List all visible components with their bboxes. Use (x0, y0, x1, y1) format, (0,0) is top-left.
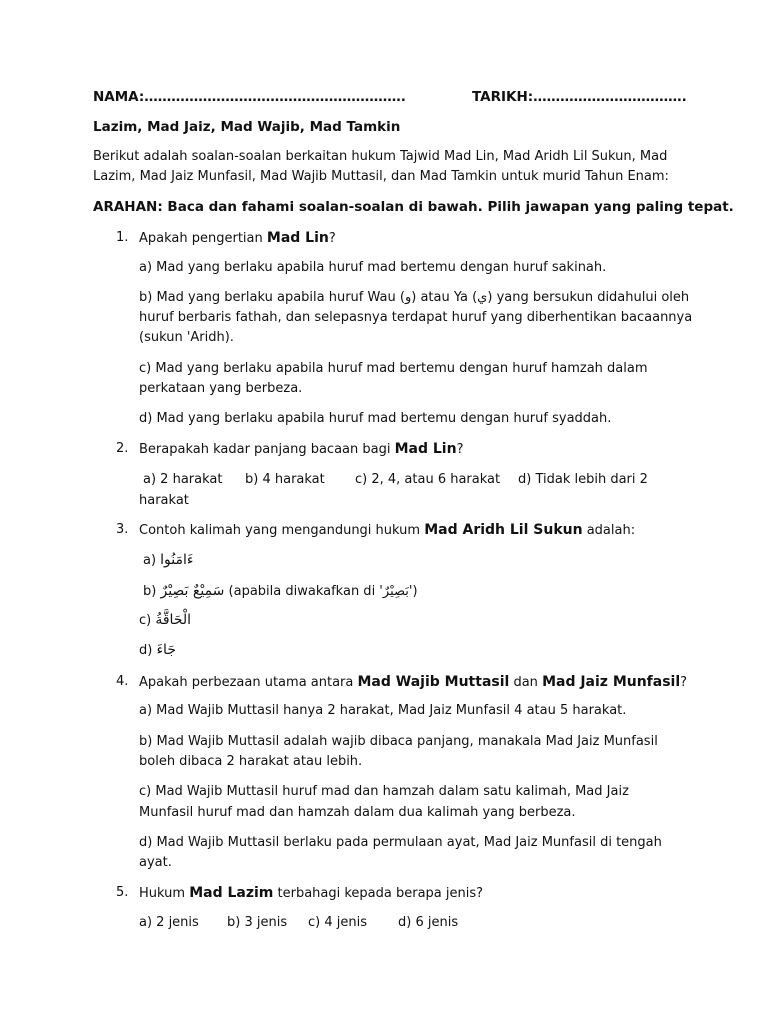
q1-option-c-line2: perkataan yang berbeza. (139, 381, 303, 396)
question-term: Mad Jaiz Munfasil (542, 674, 681, 690)
q3-option-a: a) ءَامَنُوا (143, 552, 194, 568)
question-term: Mad Aridh Lil Sukun (424, 522, 583, 538)
q4-option-b-line2: boleh dibaca 2 harakat atau lebih. (139, 754, 363, 769)
question-number: 5. (116, 885, 129, 900)
question-number: 2. (116, 441, 129, 456)
q5-option-a: a) 2 jenis (139, 915, 199, 930)
q1-option-b-line1: b) Mad yang berlaku apabila huruf Wau (و) atau Ya (ي) yang bersukun didahului oleh (139, 290, 690, 305)
q4-option-c-line2: Munfasil huruf mad dan hamzah dalam dua kalimah yang berbeza. (139, 805, 576, 820)
name-field: NAMA:…………………………………………………. (93, 89, 406, 105)
q3-option-b: b) سَمِيْعٌ بَصِيْرٌ (apabila diwakafkan di 'بَصِيْرٌ') (143, 583, 418, 599)
question-term: Mad Wajib Muttasil (357, 674, 510, 690)
arabic-text: الْحَاقَّةُ (155, 612, 192, 628)
question-1-text: Apakah pengertian Mad Lin? (139, 230, 336, 246)
q5-option-d: d) 6 jenis (398, 915, 459, 930)
q3-option-c: c) الْحَاقَّةُ (139, 612, 192, 628)
intro-line-1: Berikut adalah soalan-soalan berkaitan hukum Tajwid Mad Lin, Mad Aridh Lil Sukun, Mad (93, 149, 668, 164)
q2-option-d: d) Tidak lebih dari 2 (518, 472, 648, 487)
worksheet-title: Lazim, Mad Jaiz, Mad Wajib, Mad Tamkin (93, 119, 401, 135)
arabic-text: ءَامَنُوا (160, 552, 194, 568)
q5-option-c: c) 4 jenis (308, 915, 367, 930)
arabic-text: جَاءَ (156, 642, 176, 658)
q4-option-d-line2: ayat. (139, 855, 172, 870)
question-number: 3. (116, 522, 129, 537)
q1-option-a: a) Mad yang berlaku apabila huruf mad bertemu dengan huruf sakinah. (139, 260, 607, 275)
question-term: Mad Lazim (189, 885, 274, 901)
arabic-text: سَمِيْعٌ بَصِيْرٌ (160, 583, 225, 599)
q2-option-c: c) 2, 4, atau 6 harakat (355, 472, 501, 487)
q2-option-b: b) 4 harakat (245, 472, 325, 487)
q1-option-b-line2: huruf berbaris fathah, dan selepasnya terdapat huruf yang diberhentikan bacaannya (139, 310, 693, 325)
question-2-text: Berapakah kadar panjang bacaan bagi Mad Lin? (139, 441, 464, 457)
question-5-text: Hukum Mad Lazim terbahagi kepada berapa jenis? (139, 885, 484, 901)
date-field: TARIKH:……………………………. (472, 89, 687, 105)
question-term: Mad Lin (266, 230, 329, 246)
q2-option-a: a) 2 harakat (143, 472, 223, 487)
q2-option-d-cont: harakat (139, 493, 189, 508)
q4-option-b-line1: b) Mad Wajib Muttasil adalah wajib dibaca panjang, manakala Mad Jaiz Munfasil (139, 734, 658, 749)
q4-option-d-line1: d) Mad Wajib Muttasil berlaku pada permulaan ayat, Mad Jaiz Munfasil di tengah (139, 835, 662, 850)
question-term: Mad Lin (394, 441, 457, 457)
question-3-text: Contoh kalimah yang mengandungi hukum Mad Aridh Lil Sukun adalah: (139, 522, 636, 538)
instruction: ARAHAN: Baca dan fahami soalan-soalan di bawah. Pilih jawapan yang paling tepat. (93, 199, 734, 215)
q1-option-b-line3: (sukun 'Aridh). (139, 330, 234, 345)
q1-option-c-line1: c) Mad yang berlaku apabila huruf mad bertemu dengan huruf hamzah dalam (139, 361, 648, 376)
question-number: 4. (116, 674, 129, 689)
q3-option-d: d) جَاءَ (139, 642, 176, 658)
question-number: 1. (116, 230, 129, 245)
question-4-text: Apakah perbezaan utama antara Mad Wajib Muttasil dan Mad Jaiz Munfasil? (139, 674, 688, 690)
q5-option-b: b) 3 jenis (227, 915, 288, 930)
q1-option-d: d) Mad yang berlaku apabila huruf mad bertemu dengan huruf syaddah. (139, 411, 612, 426)
q4-option-c-line1: c) Mad Wajib Muttasil huruf mad dan hamzah dalam satu kalimah, Mad Jaiz (139, 784, 629, 799)
q4-option-a: a) Mad Wajib Muttasil hanya 2 harakat, Mad Jaiz Munfasil 4 atau 5 harakat. (139, 703, 627, 718)
intro-line-2: Lazim, Mad Jaiz Munfasil, Mad Wajib Muttasil, dan Mad Tamkin untuk murid Tahun Enam: (93, 169, 669, 184)
